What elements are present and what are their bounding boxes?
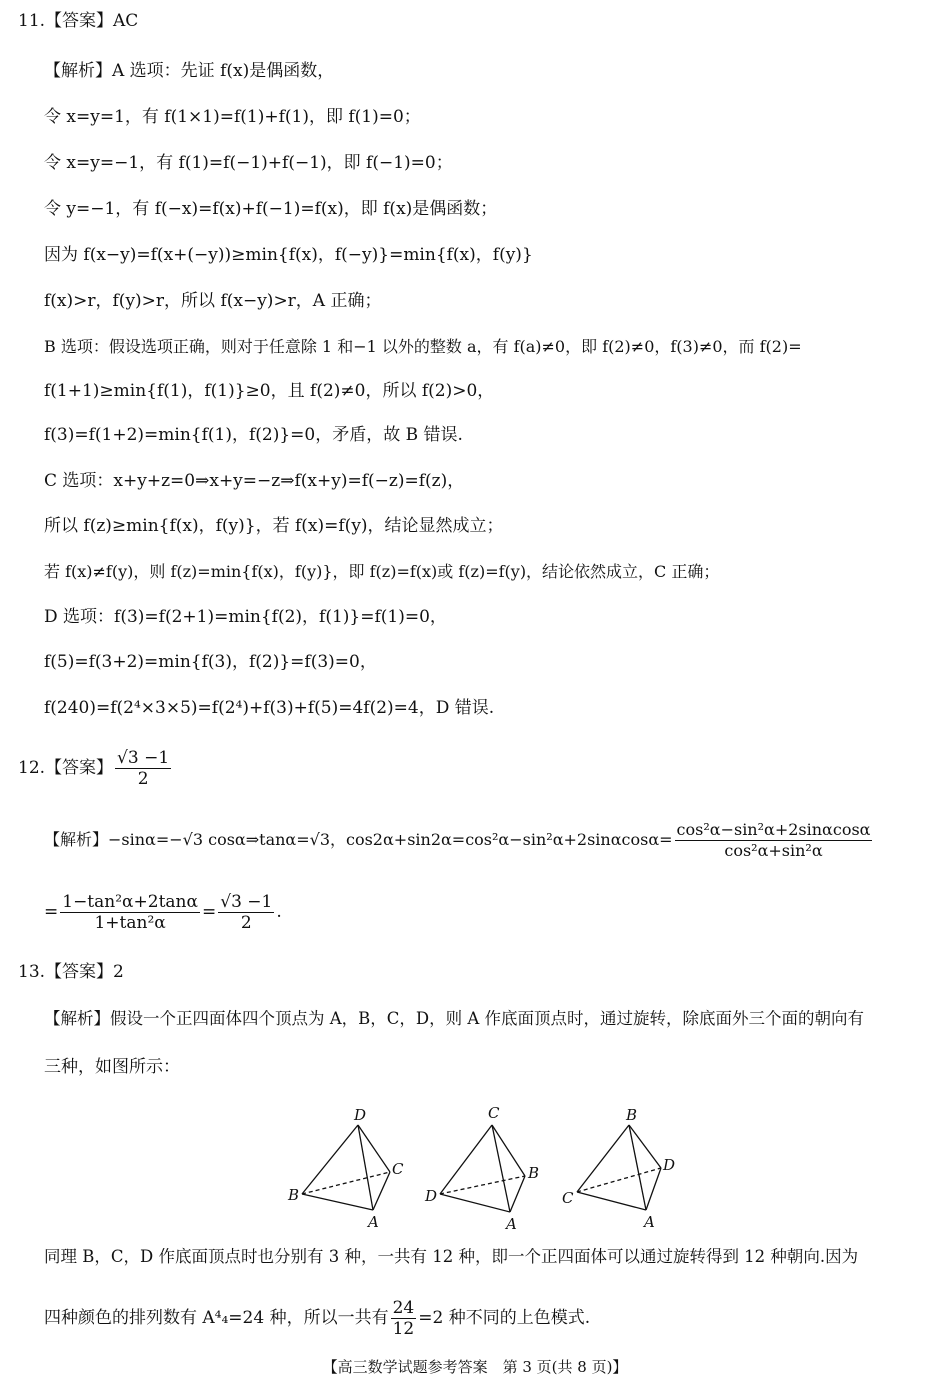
q12-line2-end: . [276,902,282,922]
q11-line-3: 令 x=y=−1，有 f(1)=f(−1)+f(−1)，即 f(−1)=0； [44,153,453,173]
tetrahedron-2 [440,1125,525,1212]
q12-answer-fraction [115,748,171,789]
q12-line1-text: 【解析】−sinα=−√3 cosα⇒tanα=√3，cos2α+sin2α=cos²α−sin²α+2sinαcosα= [44,830,673,849]
q11-line-6: f(x)>r，f(y)>r，所以 f(x−y)>r，A 正确； [44,291,382,311]
tetra2-bottom-label: A [506,1215,517,1230]
q11-heading: 11.【答案】AC [18,11,139,31]
tetra3-bottom-label: A [644,1213,655,1230]
q12-line-1 [44,820,874,861]
page-footer: 【高三数学试题参考答案 第 3 页(共 8 页)】 [322,1358,628,1376]
q12-heading-prefix: 12.【答案】 [18,758,114,778]
q12-frac1-denominator: cos²α+sin²α [724,841,823,860]
q12-answer-numerator: √3 −1 [117,748,170,768]
q13-last-suffix: =2 种不同的上色模式. [418,1308,591,1328]
tetrahedron-3 [577,1125,661,1210]
q11-line-7: B 选项：假设选项正确，则对于任意除 1 和−1 以外的整数 a，有 f(a)≠0，即 f(2)≠0，f(3)≠0，而 f(2)= [44,337,802,356]
q12-line2-mid: = [201,902,217,922]
q12-fraction-1 [675,820,873,861]
q11-line-8: f(1+1)≥min{f(1)，f(1)}≥0，且 f(2)≠0，所以 f(2)>0， [44,381,495,401]
q12-fraction-3 [218,892,274,933]
tetra1-left-label: B [288,1186,300,1204]
tetrahedra-figure [280,1100,680,1230]
tetra2-top-label: C [488,1104,500,1122]
tetra1-bottom-label: A [368,1213,379,1230]
q13-line-3: 同理 B，C，D 作底面顶点时也分别有 3 种，一共有 12 种，即一个正四面体可以通过旋转得到 12 种朝向.因为 [44,1247,859,1266]
q11-line-10: C 选项：x+y+z=0⇒x+y=−z⇒f(x+y)=f(−z)=f(z)， [44,471,465,491]
q11-line-2: 令 x=y=1，有 f(1×1)=f(1)+f(1)，即 f(1)=0； [44,107,421,127]
q11-line-15: f(240)=f(2⁴×3×5)=f(2⁴)+f(3)+f(5)=4f(2)=4，D 错误. [44,698,495,718]
q12-frac1-numerator: cos²α−sin²α+2sinαcosα [676,820,871,839]
q13-last-frac-denominator: 12 [392,1319,415,1339]
q12-line2-eq: = [44,902,59,922]
tetra3-top-label: B [626,1106,638,1124]
q11-line-14: f(5)=f(3+2)=min{f(3)，f(2)}=f(3)=0， [44,652,377,672]
tetrahedron-1 [302,1125,390,1210]
tetra2-left-label: D [425,1187,438,1205]
q13-line-4 [44,1298,590,1339]
q13-line-2: 三种，如图所示： [44,1057,180,1077]
q11-line-13: D 选项：f(3)=f(2+1)=min{f(2)，f(1)}=f(1)=0， [44,607,447,627]
q11-line-9: f(3)=f(1+2)=min{f(1)，f(2)}=0，矛盾，故 B 错误. [44,425,463,445]
tetra2-right-label: B [528,1164,540,1182]
q13-heading: 13.【答案】2 [18,962,124,982]
q12-line-2 [44,892,282,933]
q13-last-prefix: 四种颜色的排列数有 A⁴₄=24 种，所以一共有 [44,1308,389,1328]
q13-last-frac-numerator: 24 [392,1298,415,1318]
q12-frac2-numerator: 1−tan²α+2tanα [62,892,198,912]
q13-last-fraction [391,1298,417,1339]
tetra1-top-label: D [354,1106,367,1124]
q11-line-12: 若 f(x)≠f(y)，则 f(z)=min{f(x)，f(y)}，即 f(z)=f(x)或 f(z)=f(y)，结论依然成立，C 正确； [44,562,720,581]
q12-answer-denominator: 2 [137,769,149,789]
tetra3-right-label: D [663,1156,676,1174]
tetra3-left-label: C [562,1189,574,1207]
q12-frac2-denominator: 1+tan²α [94,913,166,933]
q12-frac3-numerator: √3 −1 [220,892,273,912]
q11-line-4: 令 y=−1，有 f(−x)=f(x)+f(−1)=f(x)，即 f(x)是偶函数； [44,199,498,219]
tetra1-right-label: C [392,1160,404,1178]
q11-line-1: 【解析】A 选项：先证 f(x)是偶函数， [44,61,335,81]
q13-line-1: 【解析】假设一个正四面体四个顶点为 A，B，C，D，则 A 作底面顶点时，通过旋转，除底面外三个面的朝向有 [44,1009,865,1028]
q12-fraction-2 [60,892,200,933]
q12-frac3-denominator: 2 [240,913,252,933]
q11-line-5: 因为 f(x−y)=f(x+(−y))≥min{f(x)，f(−y)}=min{f(x)，f(y)} [44,245,533,265]
q11-line-11: 所以 f(z)≥min{f(x)，f(y)}，若 f(x)=f(y)，结论显然成立； [44,516,504,536]
q12-heading [18,748,173,789]
